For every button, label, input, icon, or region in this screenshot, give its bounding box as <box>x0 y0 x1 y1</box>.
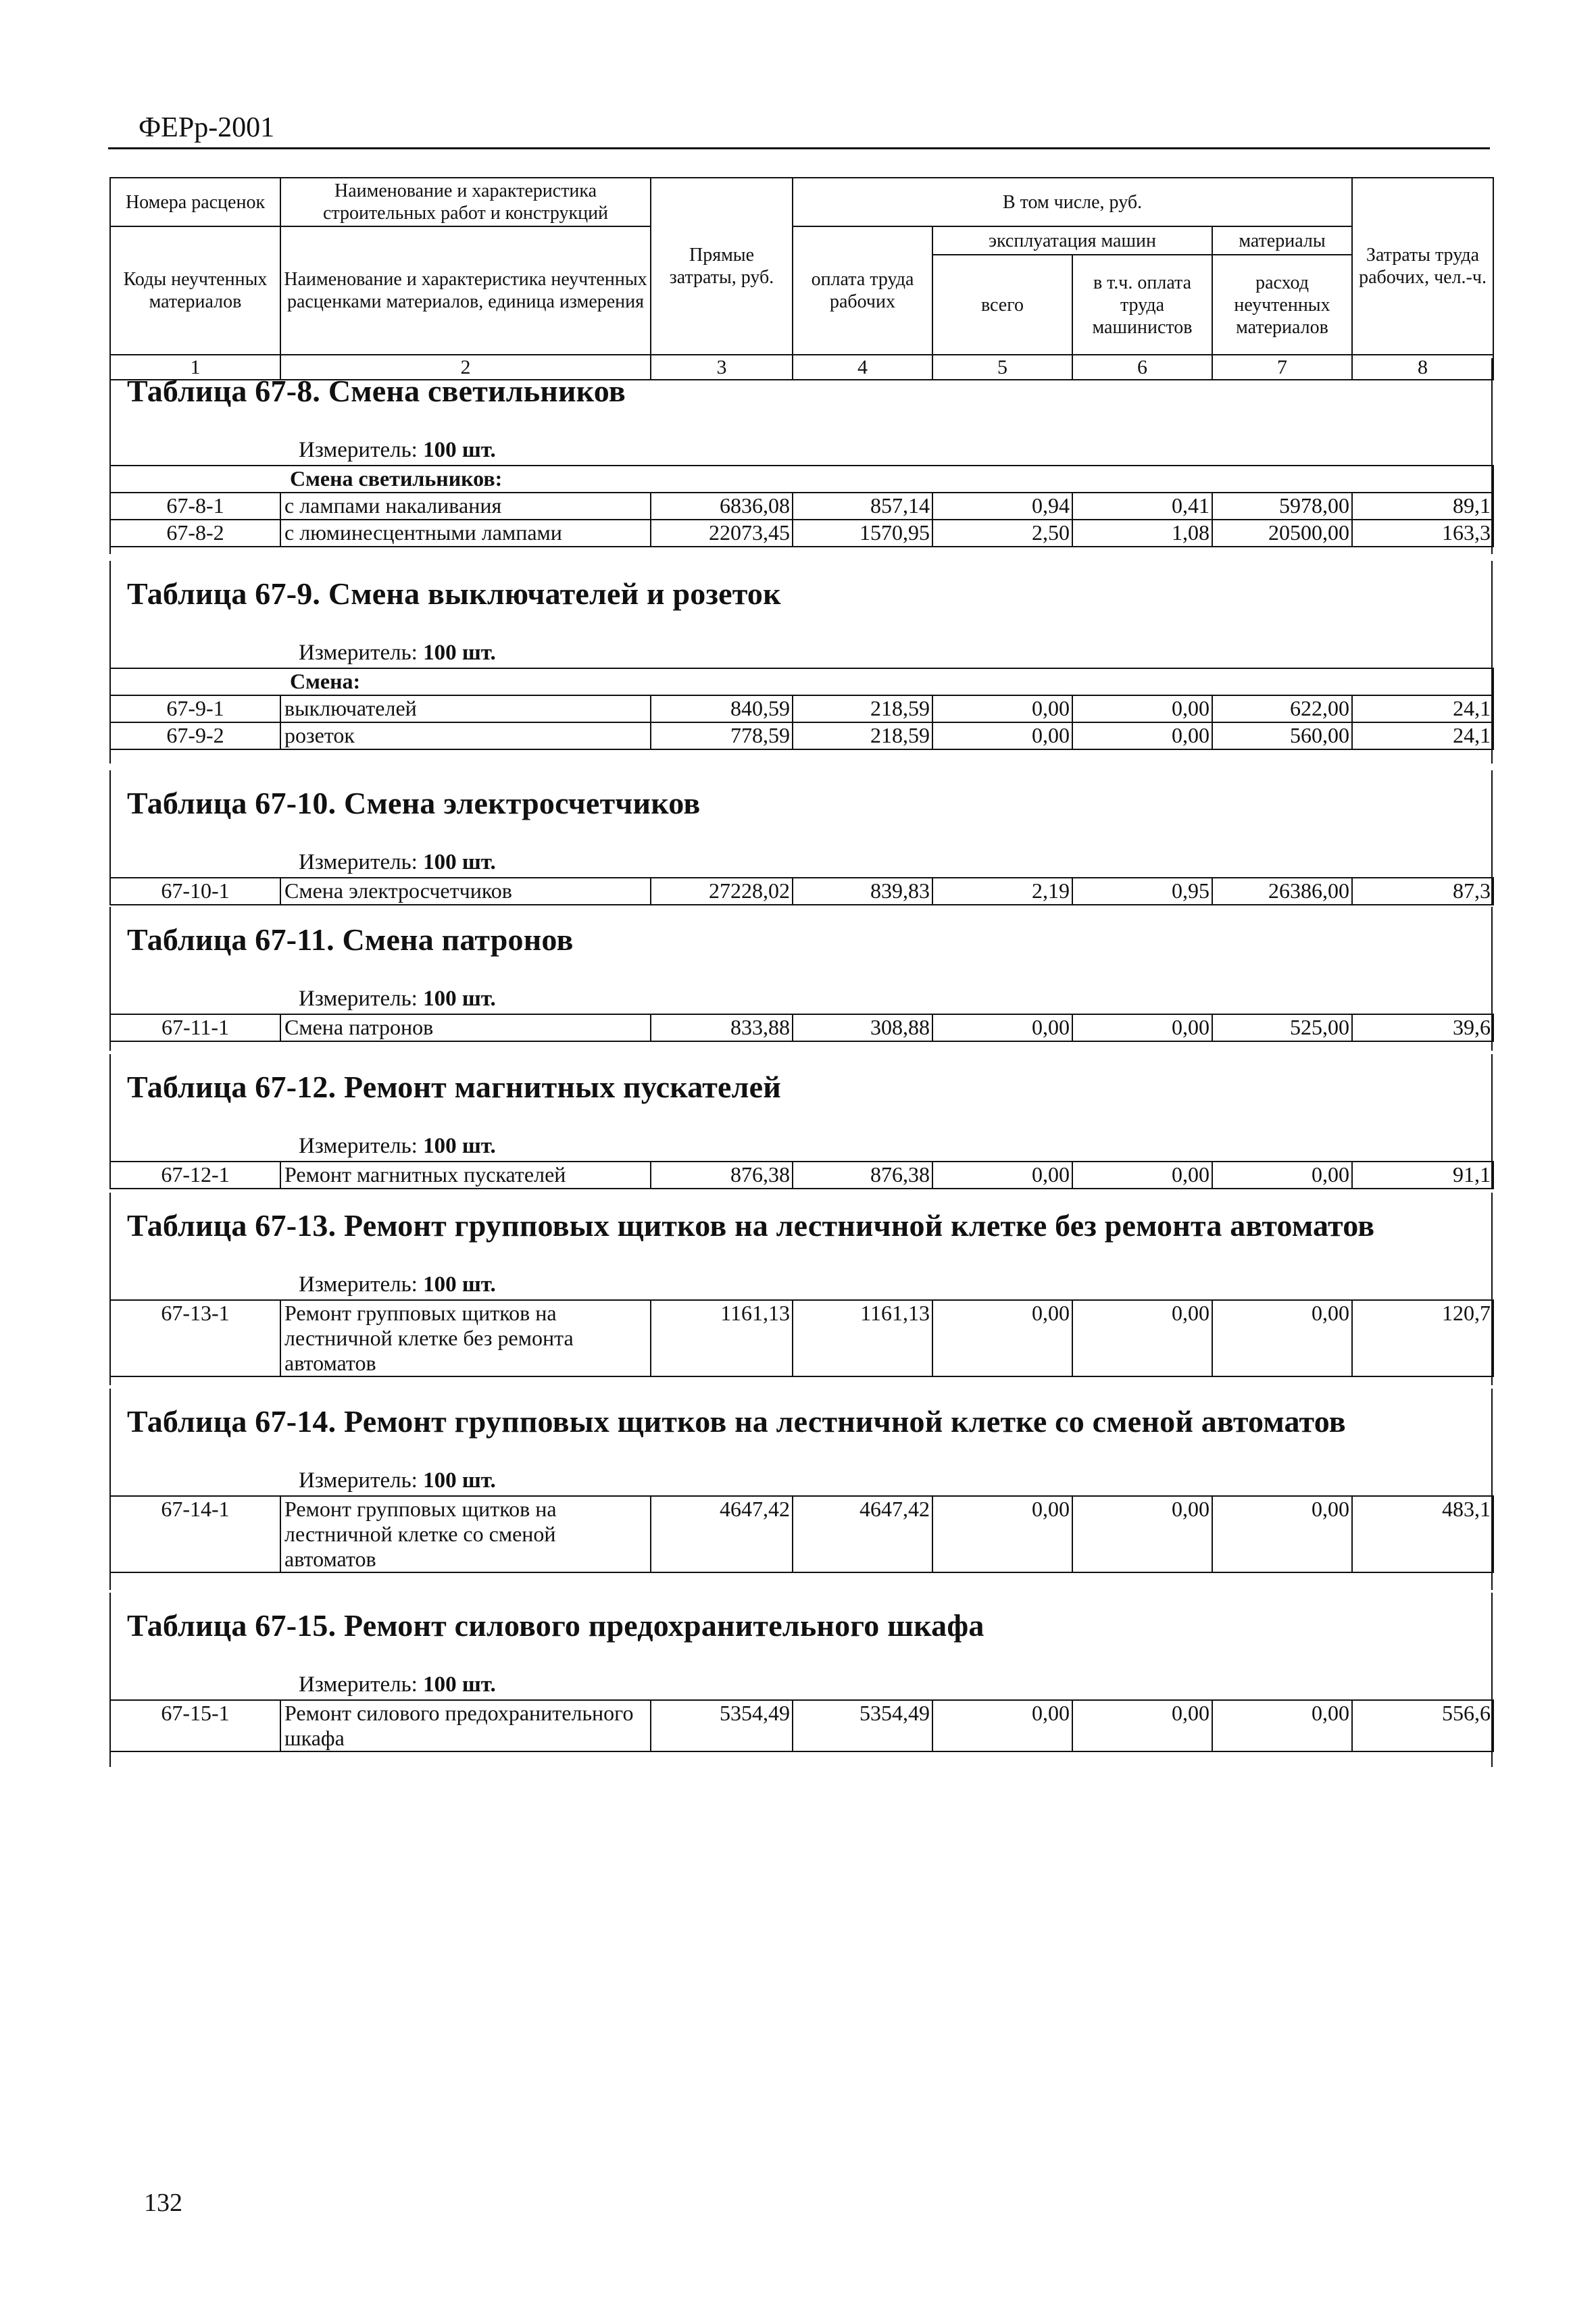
table-row <box>110 1300 1493 1376</box>
header-rates-numbers: Номера расценок <box>110 178 280 226</box>
section-title: Таблица 67-8. Смена светильников <box>127 374 626 408</box>
work-name: розеток <box>280 722 651 749</box>
labor-pay-value: 308,88 <box>793 1014 932 1041</box>
header-rule <box>108 147 1490 149</box>
rates-table <box>109 465 1494 547</box>
rate-code: 67-15-1 <box>110 1700 280 1751</box>
materials-value: 0,00 <box>1212 1700 1352 1751</box>
table-section <box>109 561 1493 764</box>
section-unit <box>299 1134 496 1159</box>
group-heading: Смена: <box>110 668 1493 695</box>
labor-hours-value: 39,6 <box>1352 1014 1493 1041</box>
materials-value: 525,00 <box>1212 1014 1352 1041</box>
machinists-pay-value: 0,00 <box>1072 1300 1212 1376</box>
col-number: 7 <box>1212 355 1352 380</box>
table-row <box>110 1496 1493 1572</box>
unit-value: 100 шт. <box>423 1272 496 1297</box>
group-heading: Смена светильников: <box>110 466 1493 493</box>
rates-table <box>109 877 1494 905</box>
running-head: ФЕРр-2001 <box>139 112 275 143</box>
col-number: 1 <box>110 355 280 380</box>
machines-total-value: 2,50 <box>932 520 1072 547</box>
section-unit <box>299 438 496 463</box>
group-row <box>110 466 1493 493</box>
labor-pay-value: 4647,42 <box>793 1496 932 1572</box>
machinists-pay-value: 0,41 <box>1072 493 1212 520</box>
work-name: Ремонт групповых щитков на лестничной клетке со сменой автоматов <box>280 1496 651 1572</box>
machinists-pay-value: 1,08 <box>1072 520 1212 547</box>
machines-total-value: 0,00 <box>932 1300 1072 1376</box>
table-row <box>110 1014 1493 1041</box>
col-number: 8 <box>1352 355 1493 380</box>
table-row <box>110 695 1493 722</box>
labor-hours-value: 483,1 <box>1352 1496 1493 1572</box>
section-title: Таблица 67-11. Смена патронов <box>127 922 574 957</box>
table-row <box>110 520 1493 547</box>
unit-label: Измеритель: <box>299 987 418 1011</box>
rate-code: 67-10-1 <box>110 878 280 905</box>
unit-value: 100 шт. <box>423 1468 496 1493</box>
direct-costs-value: 778,59 <box>651 722 793 749</box>
machines-total-value: 0,00 <box>932 1014 1072 1041</box>
section-unit <box>299 1672 496 1697</box>
header-labor-cost: Затраты труда рабочих, чел.-ч. <box>1352 178 1493 355</box>
table-row <box>110 722 1493 749</box>
machines-total-value: 0,00 <box>932 722 1072 749</box>
header-materials: материалы <box>1212 226 1352 255</box>
materials-value: 560,00 <box>1212 722 1352 749</box>
col-number: 5 <box>932 355 1072 380</box>
rates-table <box>109 1299 1494 1377</box>
work-name: Ремонт силового предохранительного шкафа <box>280 1700 651 1751</box>
header-machines-total: всего <box>932 255 1072 355</box>
labor-hours-value: 24,1 <box>1352 695 1493 722</box>
rates-table <box>109 668 1494 750</box>
labor-hours-value: 120,7 <box>1352 1300 1493 1376</box>
unit-label: Измеритель: <box>299 1272 418 1297</box>
table-section <box>109 358 1493 554</box>
header-direct-costs: Прямые затраты, руб. <box>651 178 793 355</box>
direct-costs-value: 833,88 <box>651 1014 793 1041</box>
section-unit <box>299 641 496 666</box>
section-title: Таблица 67-9. Смена выключателей и розеток <box>127 576 781 611</box>
materials-value: 622,00 <box>1212 695 1352 722</box>
direct-costs-value: 22073,45 <box>651 520 793 547</box>
machinists-pay-value: 0,00 <box>1072 722 1212 749</box>
rate-code: 67-14-1 <box>110 1496 280 1572</box>
direct-costs-value: 6836,08 <box>651 493 793 520</box>
work-name: с люминесцентными лампами <box>280 520 651 547</box>
labor-hours-value: 89,1 <box>1352 493 1493 520</box>
unit-value: 100 шт. <box>423 438 496 462</box>
rate-code: 67-13-1 <box>110 1300 280 1376</box>
work-name: Ремонт групповых щитков на лестничной клетке без ремонта автоматов <box>280 1300 651 1376</box>
col-number: 4 <box>793 355 932 380</box>
header-material-codes: Коды неучтенных материалов <box>110 226 280 355</box>
table-row <box>110 878 1493 905</box>
table-section <box>109 1593 1493 1767</box>
labor-hours-value: 556,6 <box>1352 1700 1493 1751</box>
section-title: Таблица 67-13. Ремонт групповых щитков на лестничной клетке без ремонта автоматов <box>127 1208 1375 1243</box>
header-materials-unaccounted: расход неучтенных материалов <box>1212 255 1352 355</box>
work-name: с лампами накаливания <box>280 493 651 520</box>
rate-code: 67-12-1 <box>110 1162 280 1189</box>
labor-hours-value: 163,3 <box>1352 520 1493 547</box>
labor-pay-value: 218,59 <box>793 722 932 749</box>
work-name: Смена патронов <box>280 1014 651 1041</box>
direct-costs-value: 1161,13 <box>651 1300 793 1376</box>
header-work-name: Наименование и характеристика строительных работ и конструкций <box>280 178 651 226</box>
header-material-names: Наименование и характеристика неучтенных расценками материалов, единица измерения <box>280 226 651 355</box>
materials-value: 0,00 <box>1212 1300 1352 1376</box>
rate-code: 67-8-2 <box>110 520 280 547</box>
table-row <box>110 493 1493 520</box>
unit-value: 100 шт. <box>423 850 496 874</box>
materials-value: 0,00 <box>1212 1162 1352 1189</box>
machinists-pay-value: 0,00 <box>1072 1700 1212 1751</box>
materials-value: 5978,00 <box>1212 493 1352 520</box>
work-name: Ремонт магнитных пускателей <box>280 1162 651 1189</box>
machines-total-value: 0,00 <box>932 1162 1072 1189</box>
machines-total-value: 2,19 <box>932 878 1072 905</box>
table-section <box>109 907 1493 1051</box>
unit-value: 100 шт. <box>423 1134 496 1158</box>
labor-pay-value: 1570,95 <box>793 520 932 547</box>
rate-code: 67-11-1 <box>110 1014 280 1041</box>
unit-label: Измеритель: <box>299 641 418 665</box>
rates-table <box>109 1495 1494 1573</box>
unit-label: Измеритель: <box>299 1134 418 1158</box>
col-number: 3 <box>651 355 793 380</box>
header-labor-pay: оплата труда рабочих <box>793 226 932 355</box>
header-machinists-pay: в т.ч. оплата труда машинистов <box>1072 255 1212 355</box>
header-including: В том числе, руб. <box>793 178 1352 226</box>
section-title: Таблица 67-10. Смена электросчетчиков <box>127 786 701 820</box>
unit-label: Измеритель: <box>299 438 418 462</box>
table-section <box>109 1193 1493 1385</box>
machines-total-value: 0,94 <box>932 493 1072 520</box>
work-name: Смена электросчетчиков <box>280 878 651 905</box>
labor-pay-value: 876,38 <box>793 1162 932 1189</box>
labor-hours-value: 24,1 <box>1352 722 1493 749</box>
materials-value: 0,00 <box>1212 1496 1352 1572</box>
machinists-pay-value: 0,00 <box>1072 1496 1212 1572</box>
direct-costs-value: 5354,49 <box>651 1700 793 1751</box>
section-unit <box>299 850 496 875</box>
col-number: 6 <box>1072 355 1212 380</box>
table-section <box>109 770 1493 904</box>
labor-pay-value: 218,59 <box>793 695 932 722</box>
machinists-pay-value: 0,00 <box>1072 1014 1212 1041</box>
header-machines: эксплуатация машин <box>932 226 1212 255</box>
materials-value: 20500,00 <box>1212 520 1352 547</box>
machinists-pay-value: 0,95 <box>1072 878 1212 905</box>
labor-pay-value: 857,14 <box>793 493 932 520</box>
section-title: Таблица 67-14. Ремонт групповых щитков на лестничной клетке со сменой автоматов <box>127 1404 1346 1439</box>
section-unit <box>299 987 496 1012</box>
section-title: Таблица 67-15. Ремонт силового предохранительного шкафа <box>127 1608 984 1643</box>
direct-costs-value: 840,59 <box>651 695 793 722</box>
direct-costs-value: 4647,42 <box>651 1496 793 1572</box>
machinists-pay-value: 0,00 <box>1072 1162 1212 1189</box>
work-name: выключателей <box>280 695 651 722</box>
rate-code: 67-8-1 <box>110 493 280 520</box>
table-section <box>109 1389 1493 1590</box>
page-number: 132 <box>144 2189 182 2217</box>
table-row <box>110 1700 1493 1751</box>
rates-table <box>109 1014 1494 1042</box>
rates-table <box>109 1161 1494 1189</box>
col-number: 2 <box>280 355 651 380</box>
labor-pay-value: 1161,13 <box>793 1300 932 1376</box>
unit-value: 100 шт. <box>423 641 496 665</box>
section-unit <box>299 1468 496 1493</box>
table-section <box>109 1054 1493 1189</box>
materials-value: 26386,00 <box>1212 878 1352 905</box>
rates-table <box>109 1699 1494 1752</box>
labor-hours-value: 91,1 <box>1352 1162 1493 1189</box>
column-header-table <box>109 177 1494 380</box>
labor-pay-value: 839,83 <box>793 878 932 905</box>
machines-total-value: 0,00 <box>932 1700 1072 1751</box>
unit-value: 100 шт. <box>423 1672 496 1697</box>
section-unit <box>299 1272 496 1297</box>
unit-label: Измеритель: <box>299 1468 418 1493</box>
unit-label: Измеритель: <box>299 1672 418 1697</box>
group-row <box>110 668 1493 695</box>
machines-total-value: 0,00 <box>932 695 1072 722</box>
direct-costs-value: 876,38 <box>651 1162 793 1189</box>
machinists-pay-value: 0,00 <box>1072 695 1212 722</box>
machines-total-value: 0,00 <box>932 1496 1072 1572</box>
direct-costs-value: 27228,02 <box>651 878 793 905</box>
rate-code: 67-9-2 <box>110 722 280 749</box>
labor-pay-value: 5354,49 <box>793 1700 932 1751</box>
unit-value: 100 шт. <box>423 987 496 1011</box>
rate-code: 67-9-1 <box>110 695 280 722</box>
unit-label: Измеритель: <box>299 850 418 874</box>
labor-hours-value: 87,3 <box>1352 878 1493 905</box>
section-title: Таблица 67-12. Ремонт магнитных пускателей <box>127 1070 781 1104</box>
table-row <box>110 1162 1493 1189</box>
